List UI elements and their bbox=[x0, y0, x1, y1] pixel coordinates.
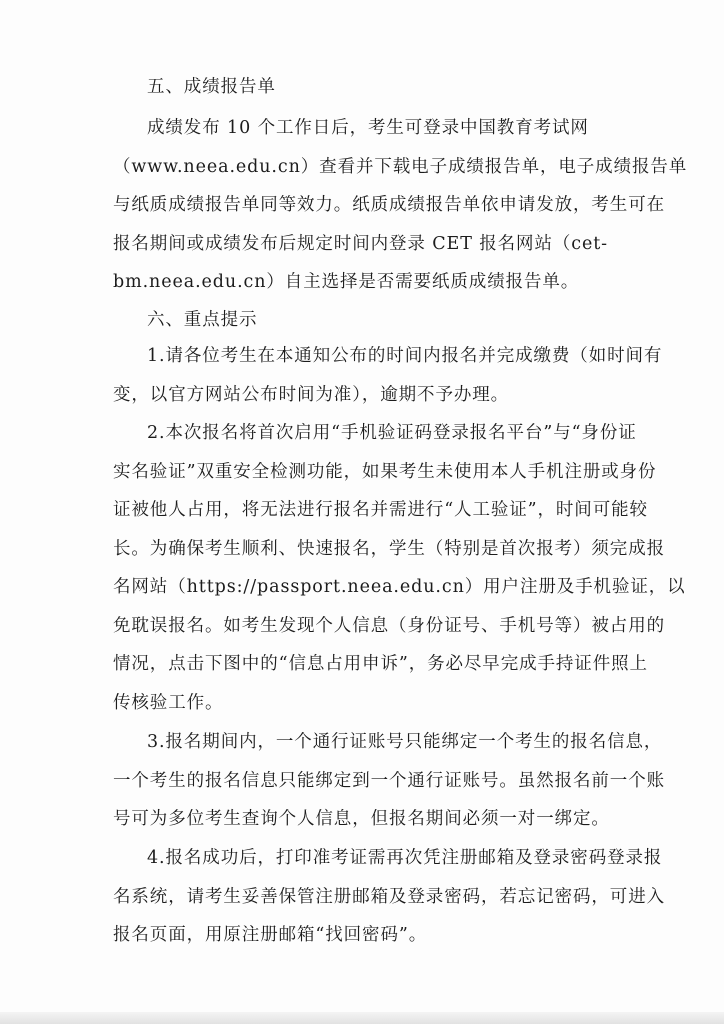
notice-item-2 bbox=[113, 420, 686, 728]
text-line: 情况，点击下图中的“信息占用申诉”，务必尽早完成手持证件照上 bbox=[113, 654, 648, 674]
text-line: 名网站（https://passport.neea.edu.cn）用户注册及手机验证，以 bbox=[113, 577, 686, 597]
section-6-heading: 六、重点提示 bbox=[147, 310, 258, 330]
text-line: 号可为多位考生查询个人信息，但报名期间必须一对一绑定。 bbox=[113, 809, 610, 829]
text-line: 实名验证”双重安全检测功能，如果考生未使用本人手机注册或身份 bbox=[113, 461, 657, 482]
text-line: 成绩发布 10 个工作日后，考生可登录中国教育考试网 bbox=[147, 118, 589, 138]
section-5-heading: 五、成绩报告单 bbox=[147, 77, 276, 97]
notice-item-3 bbox=[113, 729, 665, 845]
text-line: 一个考生的报名信息只能绑定到一个通行证账号。虽然报名前一个账 bbox=[113, 770, 665, 791]
text-line: 名系统，请考生妥善保管注册邮箱及登录密码，若忘记密码，可进入 bbox=[113, 886, 665, 907]
text-line: 免耽误报名。如考生发现个人信息（身份证号、手机号等）被占用的 bbox=[113, 615, 665, 636]
text-line: 3.报名期间内，一个通行证账号只能绑定一个考生的报名信息， bbox=[147, 732, 663, 752]
text-line: 4.报名成功后，打印准考证需再次凭注册邮箱及登录密码登录报 bbox=[147, 848, 663, 868]
text-line: 长。为确保考生顺利、快速报名，学生（特别是首次报考）须完成报 bbox=[113, 538, 665, 559]
text-line: 证被他人占用，将无法进行报名并需进行“人工验证”，时间可能较 bbox=[113, 500, 648, 520]
text-line: 报名期间或成绩发布后规定时间内登录 CET 报名网站（cet- bbox=[113, 233, 608, 254]
notice-item-1 bbox=[113, 343, 663, 420]
text-line: 变，以官方网站公布时间为准），逾期不予办理。 bbox=[113, 384, 510, 405]
text-line: 与纸质成绩报告单同等效力。纸质成绩报告单依申请发放，考生可在 bbox=[113, 195, 665, 215]
text-line: 报名页面，用原注册邮箱“找回密码”。 bbox=[113, 925, 428, 945]
text-line: 2.本次报名将首次启用“手机验证码登录报名平台”与“身份证 bbox=[147, 423, 637, 443]
text-line: bm.neea.edu.cn）自主选择是否需要纸质成绩报告单。 bbox=[113, 272, 580, 292]
text-line: 1.请各位考生在本通知公布的时间内报名并完成缴费（如时间有 bbox=[147, 346, 663, 366]
text-line: 传核验工作。 bbox=[113, 692, 224, 713]
section-5-paragraph bbox=[113, 115, 688, 308]
page-bottom-edge bbox=[0, 1012, 724, 1024]
text-line: （www.neea.edu.cn）查看并下载电子成绩报告单，电子成绩报告单 bbox=[113, 156, 688, 177]
notice-item-4 bbox=[113, 845, 665, 961]
